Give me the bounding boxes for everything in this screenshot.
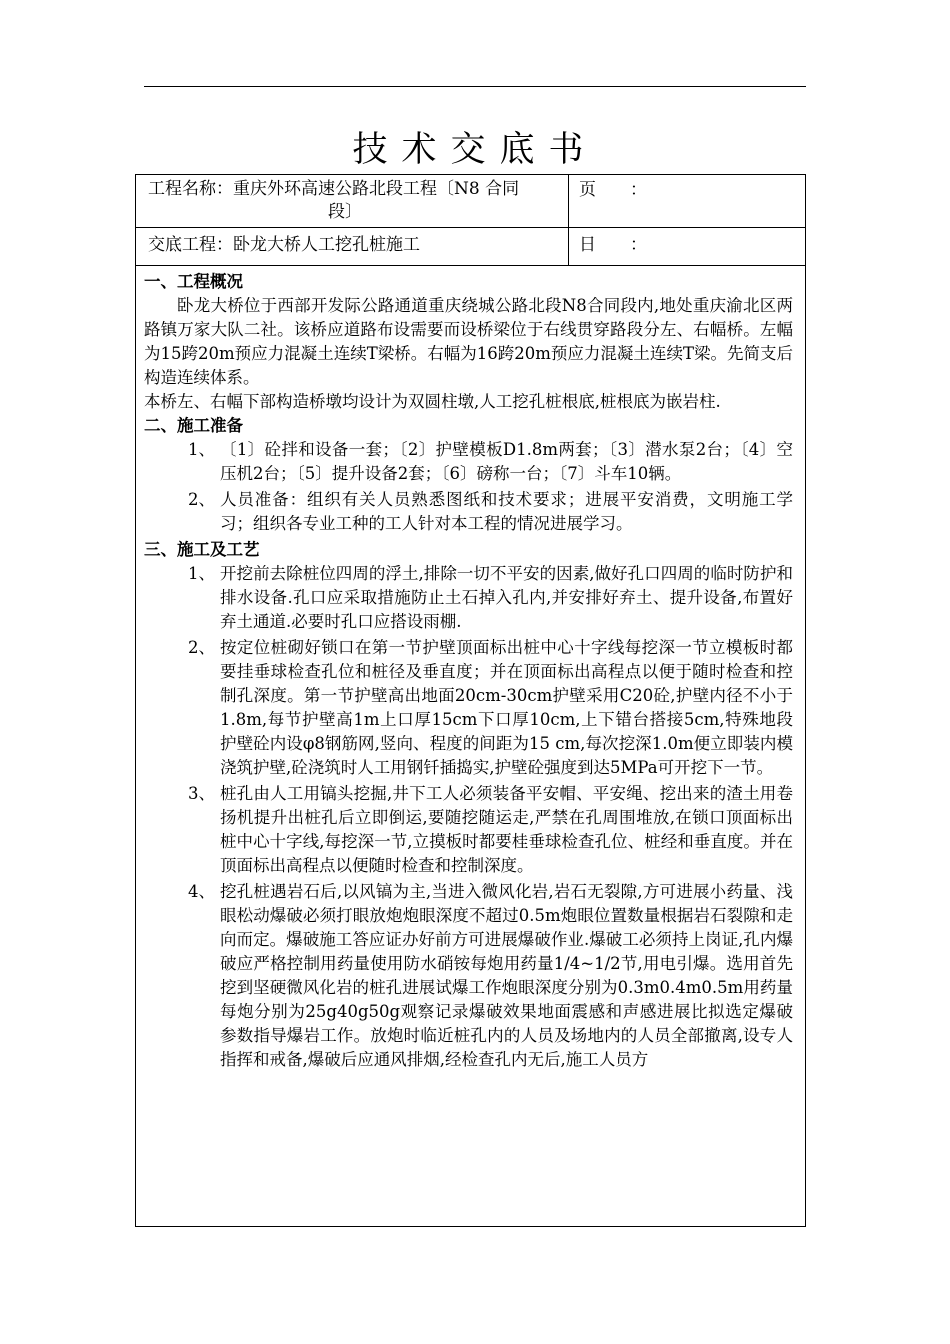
overview-paragraph: 卧龙大桥位于西部开发际公路通道重庆绕城公路北段N8合同段内,地处重庆渝北区两路镇万家大队二社。该桥应道路布设需要而设桥梁位于右线贯穿路段分左、右幅桥。左幅为15跨20m预应力混凝土连续T梁桥。右幅为16跨20m预应力混凝土连续T梁。先简支后构造连续体系。 xyxy=(144,296,793,387)
section-heading: 三、施工及工艺 xyxy=(144,540,260,559)
item-number: 4、 xyxy=(188,882,215,901)
list-item xyxy=(144,438,793,486)
item-number: 3、 xyxy=(188,784,215,803)
document-title: 技术交底书 xyxy=(352,130,598,170)
content-body xyxy=(136,266,805,1226)
item-text: 〔1〕砼拌和设备一套；〔2〕护壁模板D1.8m两套；〔3〕潜水泵2台；〔4〕空压机2台；〔5〕提升设备2套；〔6〕磅称一台；〔7〕斗车10辆。 xyxy=(220,440,793,483)
item-number: 1、 xyxy=(188,564,215,583)
top-rule xyxy=(144,86,806,87)
list-item xyxy=(144,488,793,536)
page-label: 页 ： xyxy=(579,180,647,200)
item-text: 挖孔桩遇岩石后,以风镐为主,当进入微风化岩,岩石无裂隙,方可进展小药量、浅眼松动爆破必须打眼放炮炮眼深度不超过0.5m炮眼位置数量根据岩石裂隙和走向而定。爆破施工答应证办好前方可进展爆破作业.爆破工必须持上岗证,孔内爆破应严格控制用药量使用防水硝铵每炮用药量1/4~1/2节,用电引爆。选用首先挖到坚硬微风化岩的桩孔进展试爆工作炮眼深度分别为0.3m0.4m0.5m用药量每炮分别为25g40g50g观察记录爆破效果地面震感和声感进展比拟选定爆破参数指导爆岩工作。放炮时临近桩孔内的人员及场地内的人员全部撤离,设专人指挥和戒备,爆破后应通风排烟,经检查孔内无后,施工人员方 xyxy=(220,882,793,1069)
page-number-cell xyxy=(569,175,806,228)
item-number: 2、 xyxy=(188,490,215,509)
date-label: 日 ： xyxy=(579,235,647,255)
section-heading: 一、工程概况 xyxy=(144,272,243,291)
disclosure-form xyxy=(135,174,806,1227)
task-cell xyxy=(136,228,569,266)
section-heading: 二、施工准备 xyxy=(144,416,243,435)
item-text: 桩孔由人工用镐头挖掘,井下工人必须装备平安帽、平安绳、挖出来的渣土用卷扬机提升出桩孔后立即倒运,要随挖随运走,严禁在孔周围堆放,在锁口顶面标出桩中心十字线,每挖深一节,立摸板时都要桂垂球检查孔位、桩经和垂直度。并在顶面标出高程点以便随时检查和控制深度。 xyxy=(220,784,793,875)
item-text: 按定位桩砌好锁口在第一节护壁顶面标出桩中心十字线每挖深一节立模板时都要挂垂球检查孔位和桩径及垂直度；并在顶面标出高程点以便于随时检查和控制孔深度。第一节护壁高出地面20cm-30cm护壁采用C20砼,护壁内径不小于1.8m,每节护壁高1m上口厚15cm下口厚10cm,上下错台搭接5cm,特殊地段护壁砼内设φ8钢筋网,竖向、程度的间距为15 cm,每次挖深1.0m便立即装内模浇筑护壁,砼浇筑时人工用钢钎插捣实,护壁砼强度到达5MPa可开挖下一节。 xyxy=(220,638,793,777)
content-cell xyxy=(136,266,806,1227)
list-item xyxy=(144,562,793,634)
list-item xyxy=(144,782,793,878)
item-number: 1、 xyxy=(188,440,215,459)
project-name-line2: 段〕 xyxy=(328,202,362,222)
list-item xyxy=(144,636,793,780)
item-text: 开挖前去除桩位四周的浮土,排除一切不平安的因素,做好孔口四周的临时防护和排水设备.孔口应采取措施防止土石掉入孔内,并安排好弃土、提升设备,布置好弃土通道.必要时孔口应搭设雨棚. xyxy=(220,564,793,631)
project-name-line1: 工程名称：重庆外环高速公路北段工程〔N8 合同 xyxy=(148,179,520,199)
date-cell xyxy=(569,228,806,266)
item-text: 人员准备：组织有关人员熟悉图纸和技术要求；进展平安消费，文明施工学习；组织各专业工种的工人针对本工程的情况进展学习。 xyxy=(220,490,793,533)
task-label: 交底工程：卧龙大桥人工挖孔桩施工 xyxy=(148,235,420,255)
overview-paragraph: 本桥左、右幅下部构造桥墩均设计为双圆柱墩,人工挖孔桩根底,桩根底为嵌岩柱. xyxy=(144,392,721,411)
item-number: 2、 xyxy=(188,638,215,657)
project-name-cell xyxy=(136,175,569,228)
list-item xyxy=(144,880,793,1072)
